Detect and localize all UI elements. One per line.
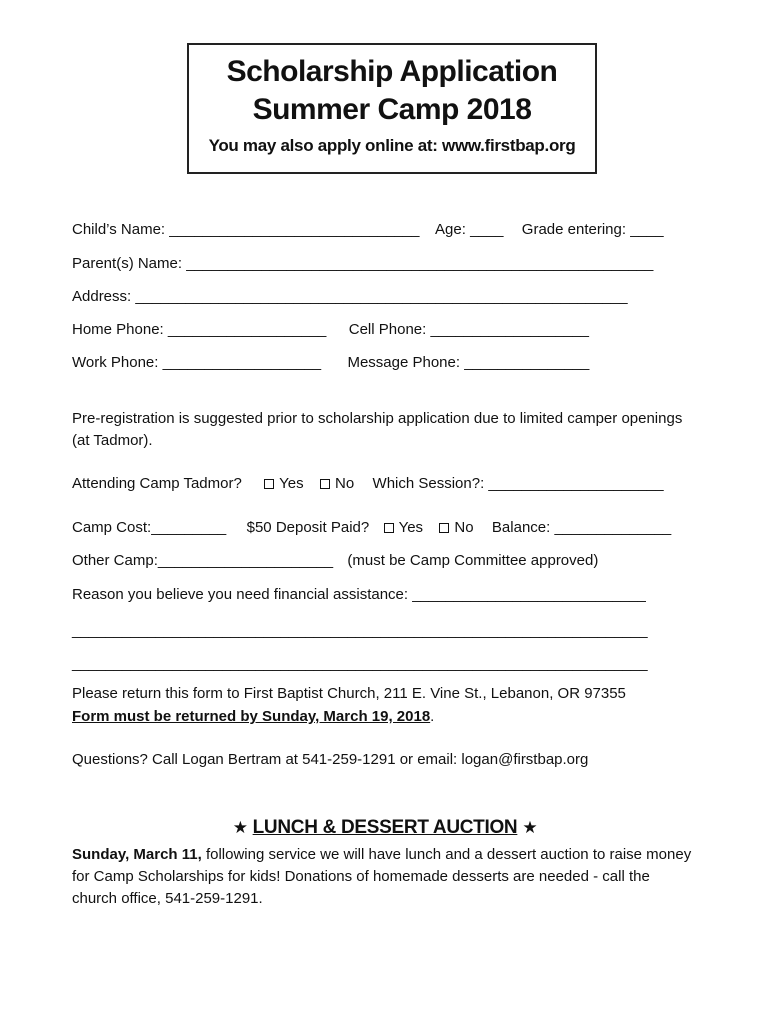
grade-field[interactable]: Grade entering: ____ [521,221,664,238]
star-icon: ★ [232,818,248,837]
header-box [187,43,597,174]
deposit-label: $50 Deposit Paid? [246,519,370,536]
row-child [72,220,664,240]
row-phones-1 [72,320,589,340]
row-other-camp [72,551,598,571]
child-name-field[interactable]: Child’s Name: ______________________________ [72,221,420,238]
attending-yes-checkbox[interactable] [264,479,274,489]
star-icon: ★ [522,818,538,837]
parent-name-field[interactable]: Parent(s) Name: ________________________________________________________ [72,255,654,272]
reason-field[interactable]: Reason you believe you need financial assistance: ____________________________ [72,586,646,603]
form-subtitle-year: Summer Camp 2018 [252,93,532,126]
row-phones-2 [72,353,589,373]
attending-no-checkbox[interactable] [320,479,330,489]
camp-cost-field[interactable]: Camp Cost:_________ [72,519,227,536]
auction-heading: LUNCH & DESSERT AUCTION [252,817,518,838]
other-camp-note: (must be Camp Committee approved) [347,552,599,569]
address-field[interactable]: Address: ___________________________________________________________ [72,288,628,305]
form-title: Scholarship Application [226,55,558,88]
attending-no-label: No [335,475,355,492]
row-cost [72,518,671,538]
other-camp-field[interactable]: Other Camp:_____________________ [72,552,334,569]
deadline-line [72,707,434,727]
message-phone-field[interactable]: Message Phone: _______________ [347,354,590,371]
deadline-period: . [430,708,435,725]
home-phone-field[interactable]: Home Phone: ___________________ [72,321,327,338]
auction-date: Sunday, March 11, [72,846,202,863]
deadline-text: Form must be returned by Sunday, March 19, 2018 [72,708,431,725]
online-apply-note: You may also apply online at: www.firstbap.org [208,136,576,155]
reason-line-2[interactable]: _____________________________________________________________________ [72,655,648,672]
reason-line-1[interactable]: _____________________________________________________________________ [72,622,648,639]
attending-yes-label: Yes [279,475,304,492]
auction-body: following service we will have lunch and a dessert auction to raise money for Camp Scholarships for kids! Donations of homemade desserts are needed - call the church office, 541-259-1291. [72,846,692,907]
deposit-yes-label: Yes [398,519,424,536]
deposit-yes-checkbox[interactable] [384,523,394,533]
return-note: Please return this form to First Baptist Church, 211 E. Vine St., Lebanon, OR 97355 [72,685,626,702]
deposit-no-checkbox[interactable] [439,523,449,533]
cell-phone-field[interactable]: Cell Phone: ___________________ [348,321,589,338]
work-phone-field[interactable]: Work Phone: ___________________ [72,354,322,371]
auction-description [72,844,697,910]
attending-label: Attending Camp Tadmor? [72,475,242,492]
deposit-no-label: No [454,519,474,536]
row-attending [72,474,664,494]
balance-field[interactable]: Balance: ______________ [491,519,672,536]
age-field[interactable]: Age: ____ [435,221,504,238]
session-field[interactable]: Which Session?: _____________________ [372,475,664,492]
auction-title [0,815,770,841]
questions-contact: Questions? Call Logan Bertram at 541-259-1291 or email: logan@firstbap.org [72,751,589,768]
preregistration-note: Pre-registration is suggested prior to scholarship application due to limited camper openings (at Tadmor). [72,410,683,449]
